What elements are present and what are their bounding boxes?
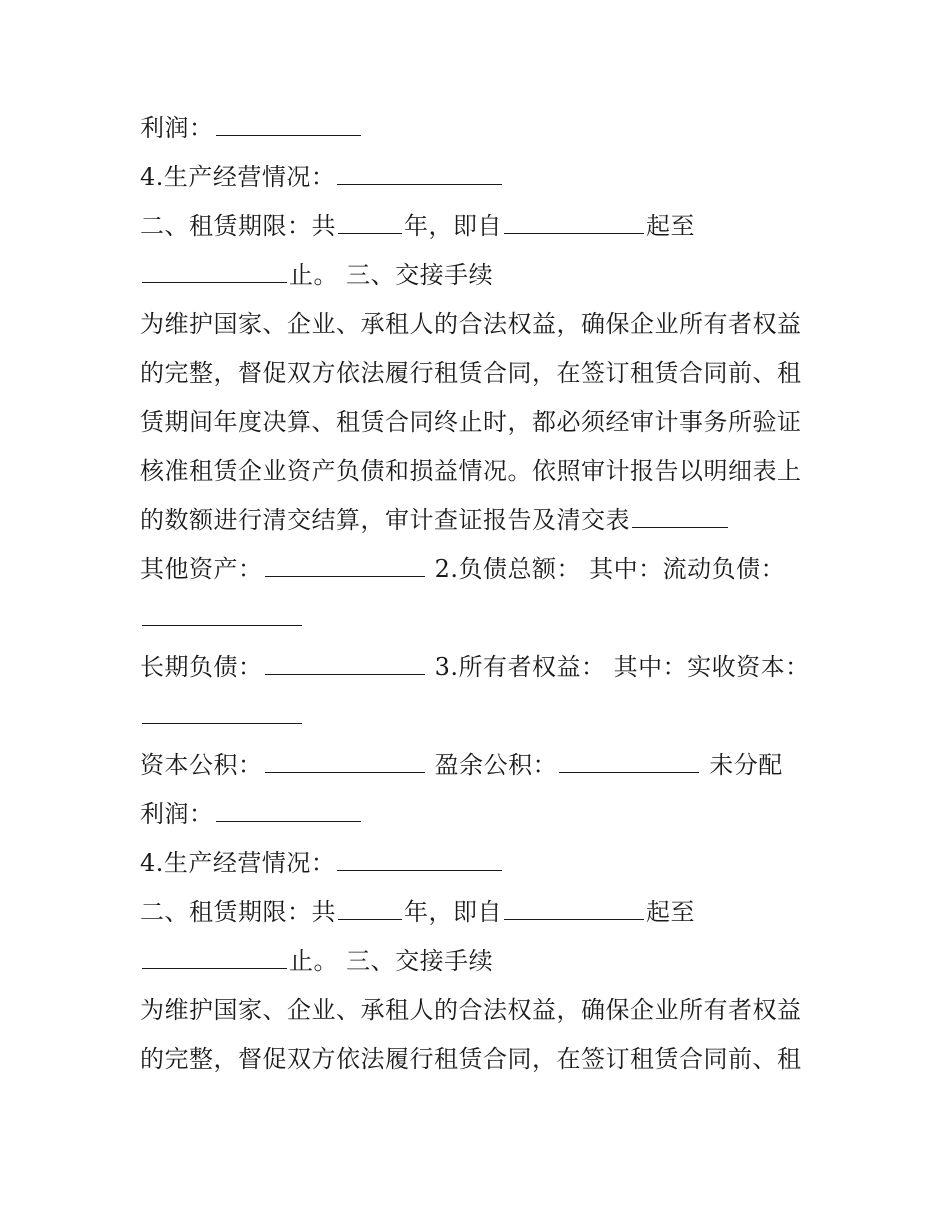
blank-field — [504, 899, 644, 920]
surplus-reserve-label: 盈余公积： — [434, 751, 558, 779]
text-fragment: 赁期间年度决算、租赁合同终止时，都必须经审计事务所验证 — [140, 408, 802, 436]
text-fragment: 起至 — [646, 898, 695, 926]
paragraph-line — [140, 398, 820, 447]
handover-heading: 止。 三、交接手续 — [289, 947, 494, 975]
blank-field — [142, 605, 302, 626]
operations-label: 4.生产经营情况： — [140, 849, 336, 877]
blank-field — [142, 948, 287, 969]
text-line — [140, 741, 820, 790]
operations-label: 4.生产经营情况： — [140, 163, 336, 191]
text-fragment: 年，即自 — [404, 212, 502, 240]
blank-field — [559, 752, 699, 773]
blank-field — [338, 213, 402, 234]
blank-field — [337, 164, 502, 185]
text-fragment: 核准租赁企业资产负债和损益情况。依照审计报告以明细表上 — [140, 457, 802, 485]
paragraph-line — [140, 496, 820, 545]
blank-field — [142, 262, 287, 283]
text-fragment: 年，即自 — [404, 898, 502, 926]
profit-label: 利润： — [140, 114, 214, 142]
text-fragment: 为维护国家、企业、承租人的合法权益，确保企业所有者权益 — [140, 310, 802, 338]
text-line — [140, 692, 820, 741]
liabilities-label: 2.负债总额： 其中：流动负债： — [434, 555, 786, 583]
blank-field — [265, 752, 425, 773]
blank-field — [265, 556, 425, 577]
paragraph-line — [140, 447, 820, 496]
text-line — [140, 888, 820, 937]
text-line — [140, 937, 820, 986]
text-line — [140, 643, 820, 692]
blank-field — [216, 115, 361, 136]
other-assets-label: 其他资产： — [140, 555, 263, 583]
blank-field — [504, 213, 644, 234]
profit-label: 利润： — [140, 800, 214, 828]
undistributed-label: 未分配 — [709, 751, 783, 779]
text-line — [140, 104, 820, 153]
equity-label: 3.所有者权益： 其中：实收资本： — [434, 653, 810, 681]
paragraph-line — [140, 1035, 820, 1084]
blank-field — [216, 801, 361, 822]
blank-field — [337, 850, 502, 871]
blank-field — [142, 703, 302, 724]
text-fragment: 为维护国家、企业、承租人的合法权益，确保企业所有者权益 — [140, 996, 802, 1024]
paragraph-line — [140, 986, 820, 1035]
text-line — [140, 839, 820, 888]
text-fragment: 的完整，督促双方依法履行租赁合同，在签订租赁合同前、租 — [140, 1045, 802, 1073]
blank-field — [265, 654, 425, 675]
text-fragment: 的完整，督促双方依法履行租赁合同，在签订租赁合同前、租 — [140, 359, 802, 387]
lease-term-label: 二、租赁期限：共 — [140, 212, 336, 240]
text-line — [140, 594, 820, 643]
text-fragment: 起至 — [646, 212, 695, 240]
text-line — [140, 790, 820, 839]
document-body — [140, 104, 820, 1084]
paragraph-line — [140, 300, 820, 349]
text-line — [140, 251, 820, 300]
lease-term-label: 二、租赁期限：共 — [140, 898, 336, 926]
text-line — [140, 545, 820, 594]
long-term-liabilities-label: 长期负债： — [140, 653, 263, 681]
text-fragment: 的数额进行清交结算，审计查证报告及清交表 — [140, 506, 630, 534]
handover-heading: 止。 三、交接手续 — [289, 261, 494, 289]
blank-field — [338, 899, 402, 920]
capital-reserve-label: 资本公积： — [140, 751, 263, 779]
text-line — [140, 153, 820, 202]
paragraph-line — [140, 349, 820, 398]
text-line — [140, 202, 820, 251]
blank-field — [632, 507, 728, 528]
